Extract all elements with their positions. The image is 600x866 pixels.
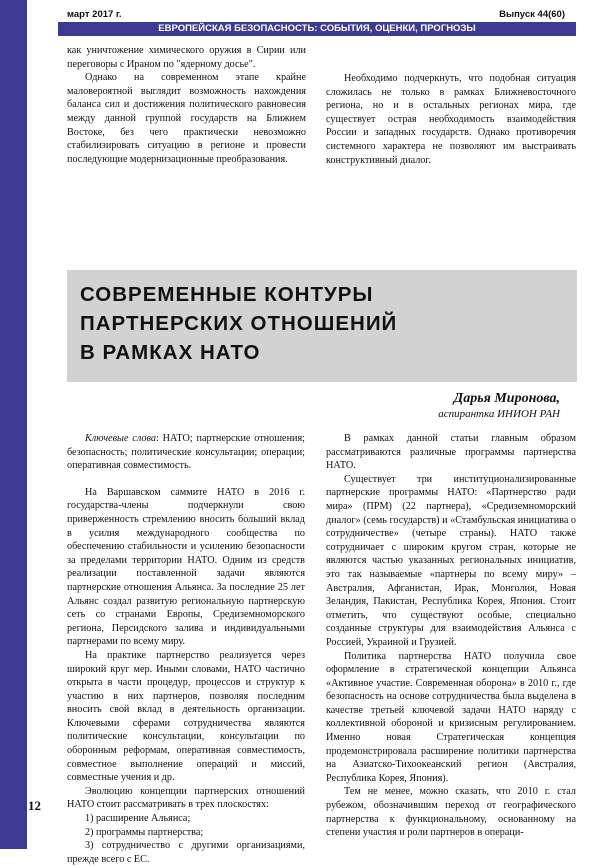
left-color-bar <box>0 0 27 849</box>
paragraph: Существует три институционализированные партнерские программы НАТО: «Партнерство ради мира» (ПРМ) (22 партнера), «Средиземноморский диалог» (семь государств) и «Стамбульская инициатива о сотрудничестве» (четыре страны). НАТО также сотрудничает с широким кругом стран, которые не являются частью указанных региональных инициатив, это так называемые «партнеры по всему миру» – Австралия, Афганистан, Ирак, Монголия, Новая Зеландия, Пакистан, Республика Корея, Япония. Стоит отметить, что существуют особые, специально созданные структуры для взаимодействия Альянса с Россией, Украиной и Грузией. <box>326 473 576 648</box>
paragraph: Необходимо подчеркнуть, что подобная ситуация сложилась не только в рамках Ближневосточного региона, но и в остальных регионах мира, где существует острая необходимость взаимодействия России и западных государств. Однако противоречия системного характера не позволяют им выстраивать конструктивный диалог. <box>326 73 576 166</box>
author-name: Дарья Миронова, <box>453 391 560 406</box>
page-number: 12 <box>28 798 41 813</box>
top-right-column <box>326 72 576 167</box>
paragraph: Однако на современном этапе крайне маловероятной выглядит возможность нахождения баланса сил и достижения политического равновесия между данной группой государств на Ближнем Востоке, без чего практически невозможно стабилизировать ситуацию в регионе и провести последующие модернизационные преобразования. <box>67 72 306 165</box>
author-affiliation: аспирантка ИНИОН РАН <box>438 408 560 420</box>
body-right-column <box>326 432 576 840</box>
article-title-line: ПАРТНЕРСКИХ ОТНОШЕНИЙ <box>80 312 398 335</box>
paragraph: В рамках данной статьи главным образом рассматриваются различные программы партнерства НАТО. <box>326 433 576 472</box>
paragraph: Тем не менее, можно сказать, что 2010 г. стал рубежом, обозначившим переход от географического партнерства к функциональному, основанному на степени участия и роли партнеров в операци- <box>326 786 576 839</box>
keywords-text: : НАТО; партнерские отношения; безопасность; политические консультации; операции; оперативная совместимость. <box>67 433 305 472</box>
article-title-line: СОВРЕМЕННЫЕ КОНТУРЫ <box>80 283 374 306</box>
list-item: 2) программы партнерства; <box>85 826 204 838</box>
paragraph: как уничтожение химического оружия в Сирии или переговоры с Ираном по "ядерному досье". <box>67 45 306 70</box>
top-left-column <box>67 44 306 166</box>
body-left-column <box>67 432 305 866</box>
list-item: 3) сотрудничество с другими организациями, прежде всего с ЕС. <box>67 840 305 865</box>
article-title-line: В РАМКАХ НАТО <box>80 341 261 364</box>
section-header-band: ЕВРОПЕЙСКАЯ БЕЗОПАСНОСТЬ: СОБЫТИЯ, ОЦЕНКИ, ПРОГНОЗЫ <box>58 22 576 36</box>
issue-number: Выпуск 44(60) <box>499 9 565 20</box>
paragraph: На практике партнерство реализуется через широкий круг мер. Иными словами, НАТО частично открыта в части процедур, процессов и структур к участию в них партнеров, позволяя последним вносить свой вклад в деятельность организации. Ключевыми сферами сотрудничества являются политические консультации, консультации по оборонным реформам, оперативная совместимость, совместное выполнение операций и миссий, совместные учения и др. <box>67 649 305 784</box>
keywords <box>67 432 305 473</box>
issue-date: март 2017 г. <box>67 9 122 20</box>
paragraph: На Варшавском саммите НАТО в 2016 г. государства-члены подчеркнули свою приверженность стремлению вносить больший вклад в усилия международного сообщества по обеспечению стабильности и усилению безопасности за пределами территории НАТО. Одним из средств реализации поставленной задачи являются партнерские отношения Альянса. За последние 25 лет Альянс создал развитую региональную партнерскую сеть со странами Европы, Средиземноморского региона, Персидского залива и индивидуальными партнерами по всему миру. <box>67 486 305 648</box>
paragraph: Политика партнерства НАТО получила свое оформление в стратегической концепции Альянса «Активное участие. Современная оборона» в 2010 г., где безопасность на основе сотрудничества была выделена в качестве третьей ключевой задачи НАТО наряду с коллективной обороной и кризисным регулированием. Именно новая Стратегическая концепция продемонстрировала расширение политики партнерства на Азиатско-Тихоокеанский регион (Австралия, Республика Корея, Япония). <box>326 650 576 784</box>
keywords-label: Ключевые слова <box>85 433 156 444</box>
paragraph: Эволюцию концепции партнерских отношений НАТО стоит рассматривать в трех плоскостях: <box>67 785 305 811</box>
list-item: 1) расширение Альянса; <box>85 813 191 825</box>
